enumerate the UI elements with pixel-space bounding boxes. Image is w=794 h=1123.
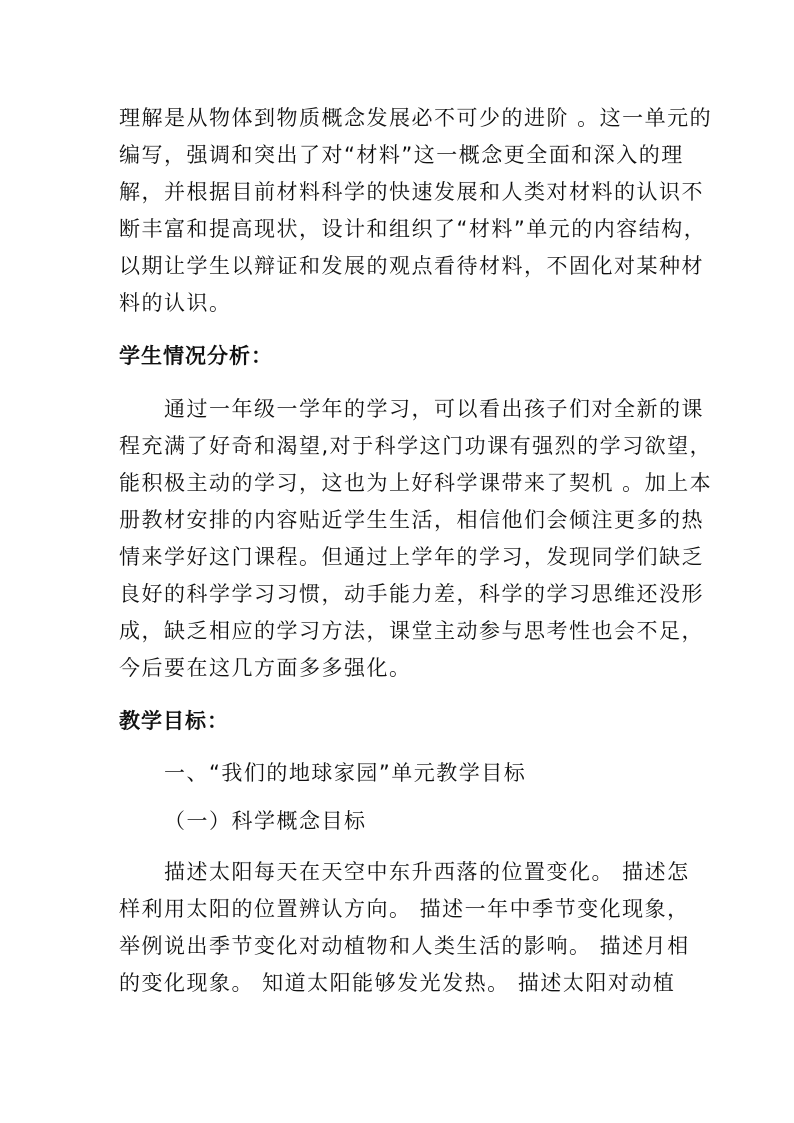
paragraph-line: 今后要在这几方面多多强化。 (119, 656, 412, 680)
paragraph-line: 情来学好这门课程。但通过上学年的学习，发现同学们缺乏 (119, 545, 704, 569)
section-heading-students: 学生情况分析： (119, 344, 273, 368)
paragraph-line: 册教材安排的内容贴近学生生活，相信他们会倾注更多的热 (119, 508, 704, 532)
paragraph-line: 程充满了好奇和渴望,对于科学这门功课有强烈的学习欲望， (119, 434, 713, 458)
paragraph-line: 的变化现象。 知道太阳能够发光发热。 描述太阳对动植 (119, 971, 676, 995)
paragraph-line: 成，缺乏相应的学习方法，课堂主动参与思考性也会不足， (119, 619, 704, 643)
paragraph-line: 描述太阳每天在天空中东升西落的位置变化。 描述怎 (164, 860, 690, 884)
paragraph-line: 理解是从物体到物质概念发展必不可少的进阶 。这一单元的 (119, 106, 713, 130)
paragraph-line: 通过一年级一学年的学习，可以看出孩子们对全新的课 (164, 397, 704, 421)
paragraph-line: 能积极主动的学习，这也为上好科学课带来了契机 。加上本 (119, 471, 713, 495)
section-heading-goals: 教学目标： (119, 709, 229, 733)
paragraph-line: 解，并根据目前材料科学的快速发展和人类对材料的认识不 (119, 180, 704, 204)
paragraph-line: 料的认识。 (119, 291, 232, 315)
paragraph-line: 断丰富和提高现状，设计和组织了“材料”单元的内容结构， (119, 217, 707, 241)
paragraph-line: 良好的科学学习习惯，动手能力差，科学的学习思维还没形 (119, 582, 704, 606)
paragraph-line: 编写，强调和突出了对“材料”这一概念更全面和深入的理 (119, 143, 684, 167)
paragraph-line: 样利用太阳的位置辨认方向。 描述一年中季节变化现象， (119, 897, 690, 921)
unit-subheading: 一、“我们的地球家园”单元教学目标 (164, 761, 527, 785)
paragraph-line: 以期让学生以辩证和发展的观点看待材料，不固化对某种材 (119, 254, 704, 278)
concept-subheading: （一）科学概念目标 (164, 809, 367, 833)
paragraph-line: 举例说出季节变化对动植物和人类生活的影响。 描述月相 (119, 934, 690, 958)
